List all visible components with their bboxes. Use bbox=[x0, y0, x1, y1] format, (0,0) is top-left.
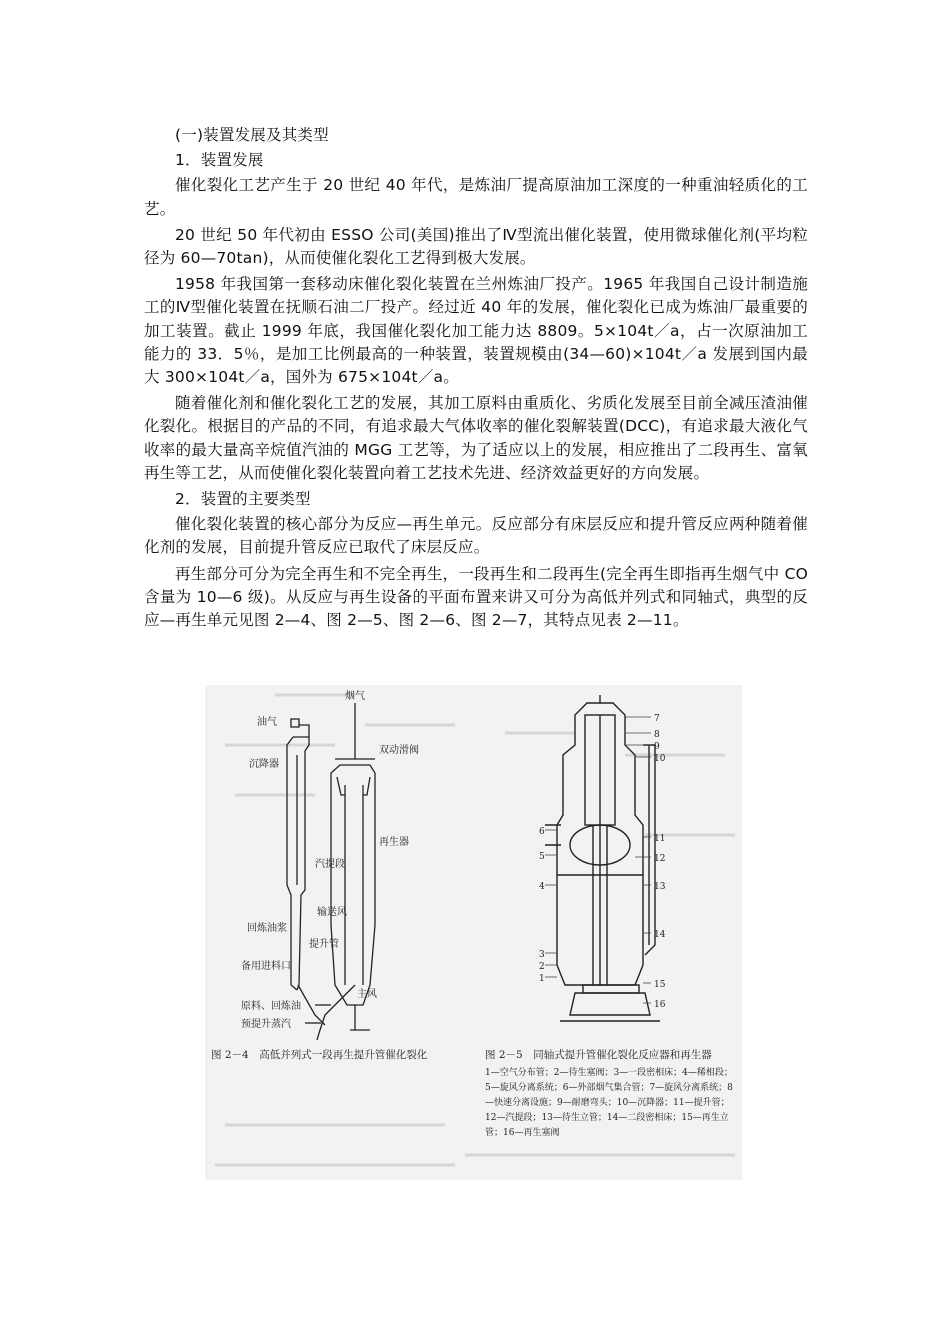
fig5-num-1: 1 bbox=[539, 974, 545, 984]
fig5-num-11: 11 bbox=[654, 834, 666, 844]
fig4-label-regenerator: 再生器 bbox=[379, 837, 409, 848]
fig5-num-16: 16 bbox=[654, 1000, 666, 1010]
scanned-figure bbox=[205, 685, 742, 1180]
fig5-num-14: 14 bbox=[654, 930, 666, 940]
fig4-label-settler: 沉降器 bbox=[249, 759, 279, 770]
fig5-num-12: 12 bbox=[654, 854, 666, 864]
fig5-num-7: 7 bbox=[654, 714, 660, 724]
fig4-label-riser: 提升管 bbox=[309, 939, 339, 950]
fig4-label-oil-gas: 油气 bbox=[257, 717, 277, 728]
figure-2-5-caption: 图 2－5 同轴式提升管催化裂化反应器和再生器 bbox=[485, 1049, 712, 1061]
fig5-num-4: 4 bbox=[539, 882, 545, 892]
paragraph: 再生部分可分为完全再生和不完全再生，一段再生和二段再生(完全再生即指再生烟气中 CO 含量为 10—6 级)。从反应与再生设备的平面布置来讲又可分为高低并列式和同轴式，典型的反应—再生单元见图 2—4、图 2—5、图 2—6、图 2—7，其特点见表 2—11。 bbox=[144, 564, 808, 630]
fig5-num-3: 3 bbox=[539, 950, 545, 960]
paragraph: 1958 年我国第一套移动床催化裂化装置在兰州炼油厂投产。1965 年我国自己设计制造施工的Ⅳ型催化装置在抚顺石油二厂投产。经过近 40 年的发展，催化裂化已成为炼油厂最重要的加工装置。截止 1999 年底，我国催化裂化加工能力达 8809。5×104t／a，占一次原油加工能力的 33．5％，是加工比例最高的一种装置，装置规模由(34—60)×104t／a 发展到国内最大 300×104t／a，国外为 675×104t／a。 bbox=[144, 275, 808, 387]
fig5-num-6: 6 bbox=[539, 827, 545, 837]
fig5-num-15: 15 bbox=[654, 980, 666, 990]
fig4-label-flue-gas: 烟气 bbox=[345, 691, 365, 702]
fig5-num-10: 10 bbox=[654, 754, 666, 764]
body-text bbox=[144, 124, 808, 635]
paragraph: 20 世纪 50 年代初由 ESSO 公司(美国)推出了Ⅳ型流出催化装置，使用微球催化剂(平均粒径为 60—70tan)，从而使催化裂化工艺得到极大发展。 bbox=[144, 225, 808, 268]
fig5-num-2: 2 bbox=[539, 962, 545, 972]
fig4-label-pre-lift-steam: 预提升蒸汽 bbox=[241, 1019, 291, 1030]
paragraph: 催化裂化工艺产生于 20 世纪 40 年代，是炼油厂提高原油加工深度的一种重油轻质化的工艺。 bbox=[144, 176, 808, 218]
paragraph: 随着催化剂和催化裂化工艺的发展，其加工原料由重质化、劣质化发展至目前全减压渣油催化裂化。根据目的产品的不同，有追求最大气体收率的催化裂解装置(DCC)，有追求最大液化气收率的最大量高辛烷值汽油的 MGG 工艺等，为了适应以上的发展，相应推出了二段再生、富氧再生等工艺，从而使催化裂化装置向着工艺技术先进、经济效益更好的方向发展。 bbox=[144, 394, 808, 482]
figure-2-5-legend: 1—空气分布管；2—待生塞阀；3—一段密相床；4—稀相段；5—旋风分离系统；6—外部烟气集合管；7—旋风分离系统；8—快速分离设施；9—耐磨弯头；10—沉降器；11—提升管；12—汽提段；13—待生立管；14—二段密相床；15—再生立管；16—再生塞阀 bbox=[485, 1068, 733, 1138]
fig5-num-13: 13 bbox=[654, 882, 666, 892]
fig5-num-5: 5 bbox=[539, 852, 545, 862]
section-heading: (一)装置发展及其类型 bbox=[175, 126, 329, 144]
fig4-label-feed: 原料、回炼油 bbox=[241, 1001, 301, 1012]
paragraph: 催化裂化装置的核心部分为反应—再生单元。反应部分有床层反应和提升管反应两种随着催化剂的发展，目前提升管反应已取代了床层反应。 bbox=[144, 515, 808, 557]
fig4-label-spare-inlet: 备用进料口 bbox=[241, 961, 291, 972]
fig4-label-main-air: 主风 bbox=[357, 989, 377, 1000]
fig5-num-8: 8 bbox=[654, 730, 660, 740]
fig4-label-stripper: 汽提段 bbox=[315, 859, 345, 870]
fig4-label-recycle-slurry: 回炼油浆 bbox=[247, 923, 287, 934]
fig4-label-slide-valve: 双动滑阀 bbox=[379, 745, 419, 756]
fig5-num-9: 9 bbox=[654, 742, 660, 752]
fig4-label-lift-air: 输送风 bbox=[317, 907, 347, 918]
figure-2-4-caption: 图 2－4 高低并列式一段再生提升管催化裂化 bbox=[211, 1049, 428, 1061]
subsection-heading: 1．装置发展 bbox=[175, 151, 264, 170]
subsection-heading: 2．装置的主要类型 bbox=[175, 490, 311, 509]
